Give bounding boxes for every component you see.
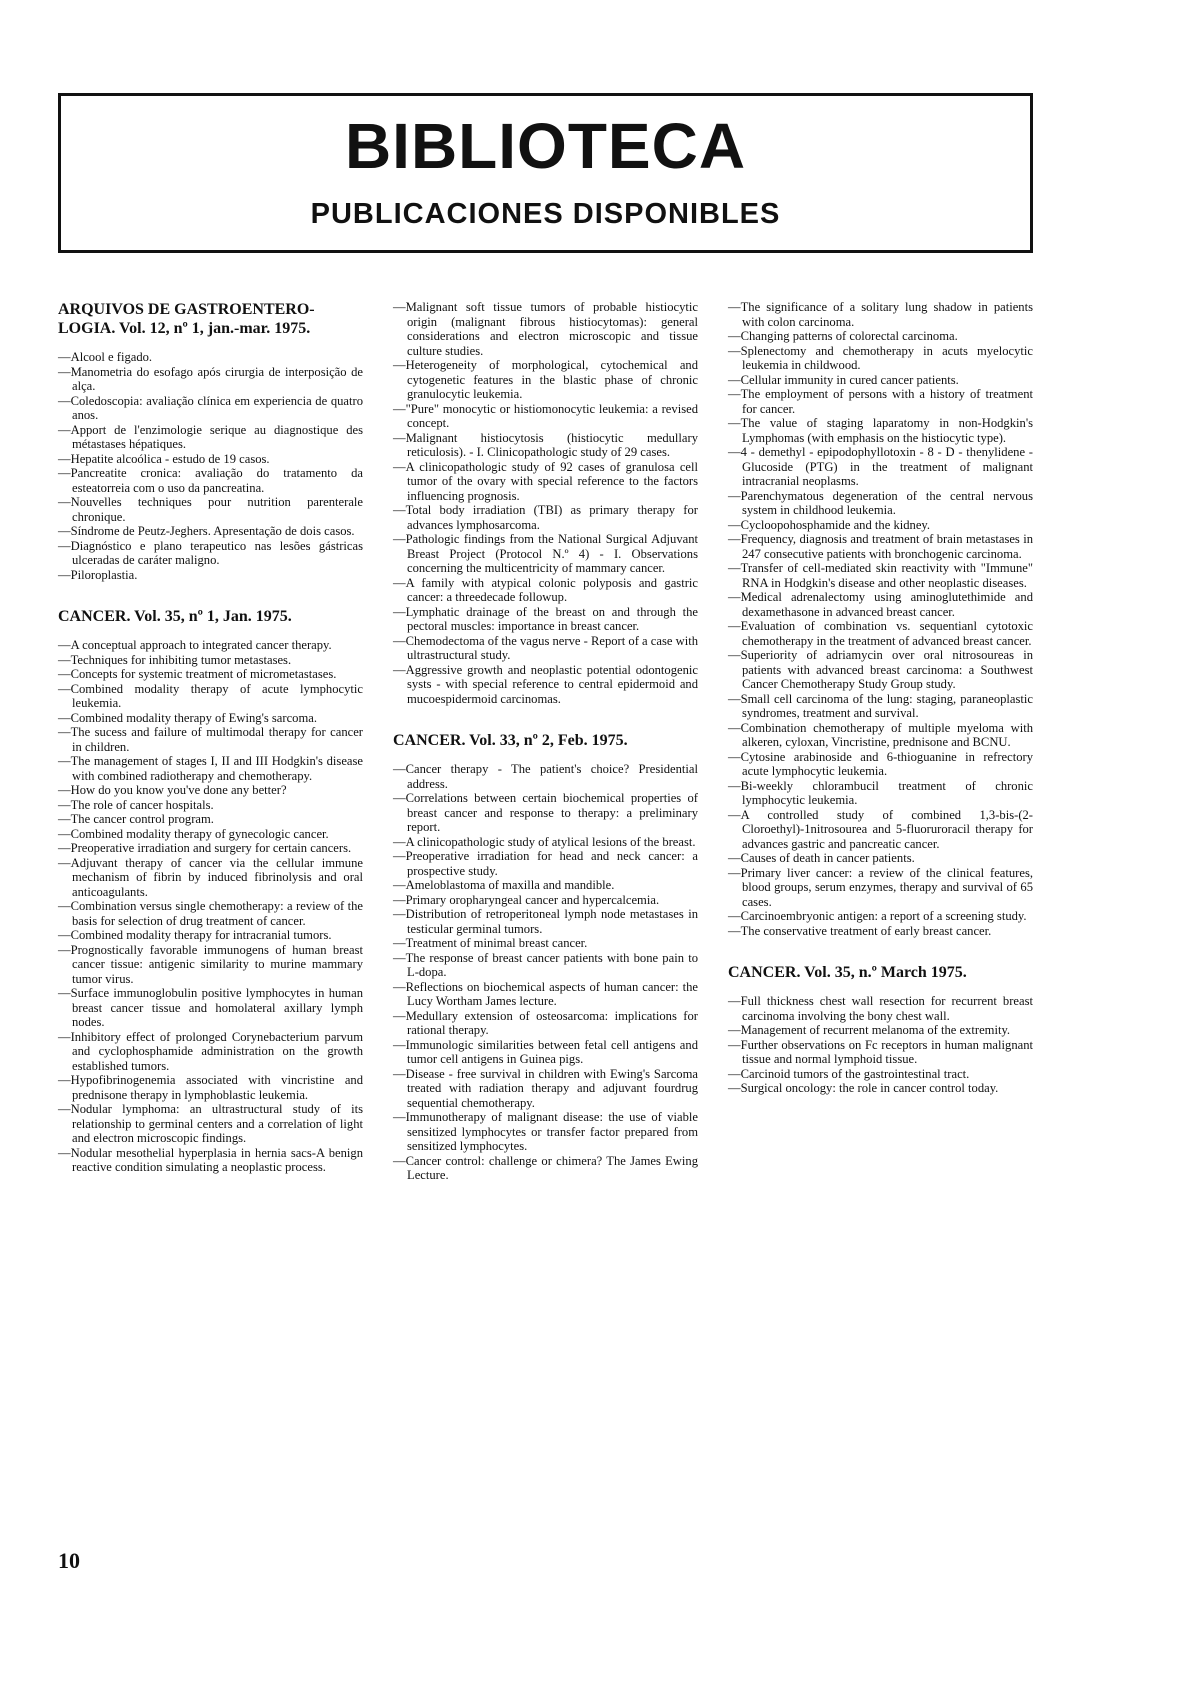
article-entry: —The significance of a solitary lung shadow in patients with colon carcinoma. bbox=[728, 300, 1033, 329]
article-entry: —Evaluation of combination vs. sequentianl cytotoxic chemotherapy in the treatment of advanced breast cancer. bbox=[728, 619, 1033, 648]
article-entry: —Techniques for inhibiting tumor metastases. bbox=[58, 652, 292, 667]
article-entry: —A conceptual approach to integrated cancer therapy. bbox=[58, 638, 332, 652]
publication-section bbox=[393, 731, 698, 1183]
article-entry: —The management of stages I, II and III Hodgkin's disease with combined radiotherapy and chemotherapy. bbox=[58, 754, 363, 783]
article-entry: —Síndrome de Peutz-Jeghers. Apresentação de dois casos. bbox=[58, 524, 355, 538]
article-entry: —The employment of persons with a history of treatment for cancer. bbox=[728, 387, 1033, 416]
article-entry: —Combined modality therapy of acute lymphocytic leukemia. bbox=[58, 681, 363, 710]
article-entry: —Immunologic similarities between fetal cell antigens and tumor cell antigens in Guinea pigs. bbox=[393, 1037, 698, 1066]
column-2 bbox=[393, 300, 698, 1183]
article-entry: —Frequency, diagnosis and treatment of brain metastases in 247 consecutive patients with bronchogenic carcinoma. bbox=[728, 532, 1033, 561]
article-entry: —Aggressive growth and neoplastic potential odontogenic systs - with special reference to central epidermoid and mucoespidermoid carcinomas. bbox=[393, 662, 698, 706]
article-entry: —4 - demethyl - epipodophyllotoxin - 8 - D - thenylidene - Glucoside (PTG) in the treatment of malignant intracranial neoplasms. bbox=[728, 445, 1033, 488]
article-entry: —The sucess and failure of multimodal therapy for cancer in children. bbox=[58, 725, 363, 754]
article-entry: —Nodular mesothelial hyperplasia in hernia sacs-A benign reactive condition simulating a neoplastic process. bbox=[58, 1145, 363, 1174]
article-entry: —Surgical oncology: the role in cancer control today. bbox=[728, 1081, 999, 1095]
article-entry: —Splenectomy and chemotherapy in acuts myelocytic leukemia in childwood. bbox=[728, 343, 1033, 372]
article-entry: —Nouvelles techniques pour nutrition parenterale chronique. bbox=[58, 495, 363, 524]
column-3 bbox=[728, 300, 1033, 1096]
article-entry: —Transfer of cell-mediated skin reactivity with "Immune" RNA in Hodgkin's disease and other neoplastic diseases. bbox=[728, 561, 1033, 590]
article-entry: —Heterogeneity of morphological, cytochemical and cytogenetic features in the blastic phase of chronic granulocytic leukemia. bbox=[393, 358, 698, 401]
article-entry: —Concepts for systemic treatment of micrometastases. bbox=[58, 667, 337, 681]
article-entry: —The cancer control program. bbox=[58, 812, 214, 826]
article-entry: —Cancer control: challenge or chimera? The James Ewing Lecture. bbox=[393, 1153, 698, 1182]
article-entry: —Further observations on Fc receptors in human malignant tissue and normal lymphoid tissue. bbox=[728, 1037, 1033, 1066]
article-entry: —Primary oropharyngeal cancer and hypercalcemia. bbox=[393, 892, 660, 907]
article-entry: —Nodular lymphoma: an ultrastructural study of its relationship to germinal centers and a correlation of light and electron microscopic findings. bbox=[58, 1102, 363, 1145]
article-entry: —Preoperative irradiation and surgery for certain cancers. bbox=[58, 841, 352, 855]
article-entry: —Bi-weekly chlorambucil treatment of chronic lymphocytic leukemia. bbox=[728, 778, 1033, 807]
article-entry: —A controlled study of combined 1,3-bis-(2-Cloroethyl)-1nitrosourea and 5-fluoruroracil therapy for advances gastric and pancreatic cancer. bbox=[728, 807, 1033, 851]
article-entry: —Causes of death in cancer patients. bbox=[728, 851, 915, 865]
header-banner bbox=[58, 93, 1033, 253]
article-entry: —Management of recurrent melanoma of the extremity. bbox=[728, 1023, 1011, 1037]
article-entry: —Combination chemotherapy of multiple myeloma with alkeren, cyloxan, Vincristine, prednisone and BCNU. bbox=[728, 720, 1033, 749]
article-entry: —A clinicopathologic study of atylical lesions of the breast. bbox=[393, 834, 696, 849]
article-entry: —Correlations between certain biochemical properties of breast cancer and response to therapy: a preliminary report. bbox=[393, 791, 698, 834]
article-entry: —Inhibitory effect of prolonged Corynebacterium parvum and cyclophosphamide administration on the growth established tumors. bbox=[58, 1029, 363, 1073]
article-entry: —Combined modality therapy of Ewing's sarcoma. bbox=[58, 710, 317, 725]
article-entry: —Treatment of minimal breast cancer. bbox=[393, 936, 588, 950]
article-entry: —A clinicopathologic study of 92 cases of granulosa cell tumor of the ovary with special reference to the factors influencing prognosis. bbox=[393, 459, 698, 503]
article-entry: —How do you know you've done any better? bbox=[58, 783, 287, 797]
article-entry: —Cycloopohosphamide and the kidney. bbox=[728, 517, 931, 532]
article-entry: —Immunotherapy of malignant disease: the use of viable sensitized lymphocytes or transfer factor prepared from sensitized lymphocytes. bbox=[393, 1110, 698, 1153]
article-entry: —Chemodectoma of the vagus nerve - Report of a case with ultrastructural study. bbox=[393, 633, 698, 662]
article-entry: —Hypofibrinogenemia associated with vincristine and prednisone therapy in lymphoblastic leukemia. bbox=[58, 1073, 363, 1102]
article-entry: —Malignant histiocytosis (histiocytic medullary reticulosis). - I. Clinicopathologic study of 29 cases. bbox=[393, 430, 698, 459]
publication-section bbox=[58, 607, 363, 1175]
section-heading: CANCER. Vol. 33, nº 2, Feb. 1975. bbox=[393, 732, 628, 749]
article-entry: —A family with atypical colonic polyposis and gastric cancer: a threedecade followup. bbox=[393, 575, 698, 604]
article-entry: —Ameloblastoma of maxilla and mandible. bbox=[393, 878, 615, 892]
article-entry: —The role of cancer hospitals. bbox=[58, 797, 214, 812]
article-entry: —Preoperative irradiation for head and neck cancer: a prospective study. bbox=[393, 849, 698, 878]
article-entry: —Cytosine arabinoside and 6-thioguanine in refrectory acute lymphocytic leukemia. bbox=[728, 749, 1033, 778]
article-entry: —Changing patterns of colorectal carcinoma. bbox=[728, 329, 958, 343]
article-entry: —Diagnóstico e plano terapeutico nas lesões gástricas ulceradas de caráter maligno. bbox=[58, 538, 363, 567]
article-entry: —Combination versus single chemotherapy: a review of the basis for selection of drug treatment of cancer. bbox=[58, 899, 363, 928]
section-heading: ARQUIVOS DE GASTROENTERO-LOGIA. Vol. 12, nº 1, jan.-mar. 1975. bbox=[58, 301, 315, 337]
article-entry: —Full thickness chest wall resection for recurrent breast carcinoma involving the bony chest wall. bbox=[728, 994, 1033, 1023]
article-entry: —Malignant soft tissue tumors of probable histiocytic origin (malignant fibrous histiocytomas): general considerations and electron microscopic and tissue culture studies. bbox=[393, 300, 698, 358]
article-entry: —"Pure" monocytic or histiomonocytic leukemia: a revised concept. bbox=[393, 401, 698, 430]
article-entry: —Pathologic findings from the National Surgical Adjuvant Breast Project (Protocol N.º 4) - I. Observations concerning the multicentricity of mammary cancer. bbox=[393, 532, 698, 575]
article-entry: —Parenchymatous degeneration of the central nervous system in childhood leukemia. bbox=[728, 488, 1033, 517]
publication-section bbox=[393, 300, 698, 706]
article-entry: —Medical adrenalectomy using aminoglutethimide and dexamethasone in advanced breast cancer. bbox=[728, 590, 1033, 619]
article-entry: —Primary liver cancer: a review of the clinical features, blood groups, serum enzymes, therapy and survival of 65 cases. bbox=[728, 865, 1033, 909]
article-entry: —Pancreatite cronica: avaliação do tratamento da esteatorreia com o uso da pancreatina. bbox=[58, 466, 363, 495]
column-1 bbox=[58, 300, 363, 1175]
article-entry: —Lymphatic drainage of the breast on and through the pectoral muscles: importance in breast cancer. bbox=[393, 604, 698, 633]
page-title: BIBLIOTECA bbox=[344, 110, 747, 182]
article-entry: —The response of breast cancer patients with bone pain to L-dopa. bbox=[393, 950, 698, 979]
article-entry: —Piloroplastia. bbox=[58, 567, 138, 582]
article-entry: —Carcinoid tumors of the gastrointestinal tract. bbox=[728, 1066, 970, 1081]
article-entry: —Medullary extension of osteosarcoma: implications for rational therapy. bbox=[393, 1008, 698, 1037]
article-entry: —Small cell carcinoma of the lung: staging, paraneoplastic syndromes, treatment and survival. bbox=[728, 691, 1033, 720]
article-entry: —Combined modality therapy of gynecologic cancer. bbox=[58, 826, 329, 841]
page-subtitle: PUBLICACIONES DISPONIBLES bbox=[310, 198, 781, 230]
article-entry: —Disease - free survival in children with Ewing's Sarcoma treated with radiation therapy and adjuvant fourdrug sequential chemotherapy. bbox=[393, 1066, 698, 1110]
article-entry: —Combined modality therapy for intracranial tumors. bbox=[58, 928, 332, 942]
article-entry: —Alcool e figado. bbox=[58, 350, 153, 364]
article-entry: —Prognostically favorable immunogens of human breast cancer tissue: antigenic similarity to murine mammary tumor virus. bbox=[58, 942, 363, 986]
article-entry: —Surface immunoglobulin positive lymphocytes in human breast cancer tissue and homolateral axillary lymph nodes. bbox=[58, 986, 363, 1029]
article-entry: —Total body irradiation (TBI) as primary therapy for advances lymphosarcoma. bbox=[393, 503, 698, 532]
article-entry: —Manometria do esofago após cirurgia de interposição de alça. bbox=[58, 364, 363, 393]
article-entry: —The value of staging laparatomy in non-Hodgkin's Lymphomas (with emphasis on the histiocytic type). bbox=[728, 416, 1033, 445]
article-entry: —Adjuvant therapy of cancer via the cellular immune mechanism of fibrin by induced fibrinolysis and oral anticoagulants. bbox=[58, 855, 363, 899]
article-entry: —Cellular immunity in cured cancer patients. bbox=[728, 372, 959, 387]
article-entry: —Reflections on biochemical aspects of human cancer: the Lucy Wortham James lecture. bbox=[393, 979, 698, 1008]
article-entry: —Superiority of adriamycin over oral nitrosoureas in patients with advanced breast carcinoma: a Southwest Cancer Chemotherapy Study Group study. bbox=[728, 648, 1033, 691]
article-entry: —Hepatite alcoólica - estudo de 19 casos. bbox=[58, 451, 270, 466]
article-entry: —Distribution of retroperitoneal lymph node metastases in testicular germinal tumors. bbox=[393, 907, 698, 936]
article-entry: —The conservative treatment of early breast cancer. bbox=[728, 923, 992, 938]
publication-section bbox=[728, 300, 1033, 938]
article-entry: —Apport de l'enzimologie serique au diagnostique des métastases hépatiques. bbox=[58, 422, 363, 451]
section-heading: CANCER. Vol. 35, n.º March 1975. bbox=[728, 964, 967, 981]
article-entry: —Coledoscopia: avaliação clínica em experiencia de quatro anos. bbox=[58, 393, 363, 422]
article-entry: —Cancer therapy - The patient's choice? Presidential address. bbox=[393, 762, 698, 791]
page-number: 10 bbox=[58, 1548, 80, 1573]
article-entry: —Carcinoembryonic antigen: a report of a screening study. bbox=[728, 909, 1027, 923]
section-heading: CANCER. Vol. 35, nº 1, Jan. 1975. bbox=[58, 608, 292, 625]
publication-section bbox=[58, 300, 363, 582]
publication-section bbox=[728, 963, 1033, 1096]
